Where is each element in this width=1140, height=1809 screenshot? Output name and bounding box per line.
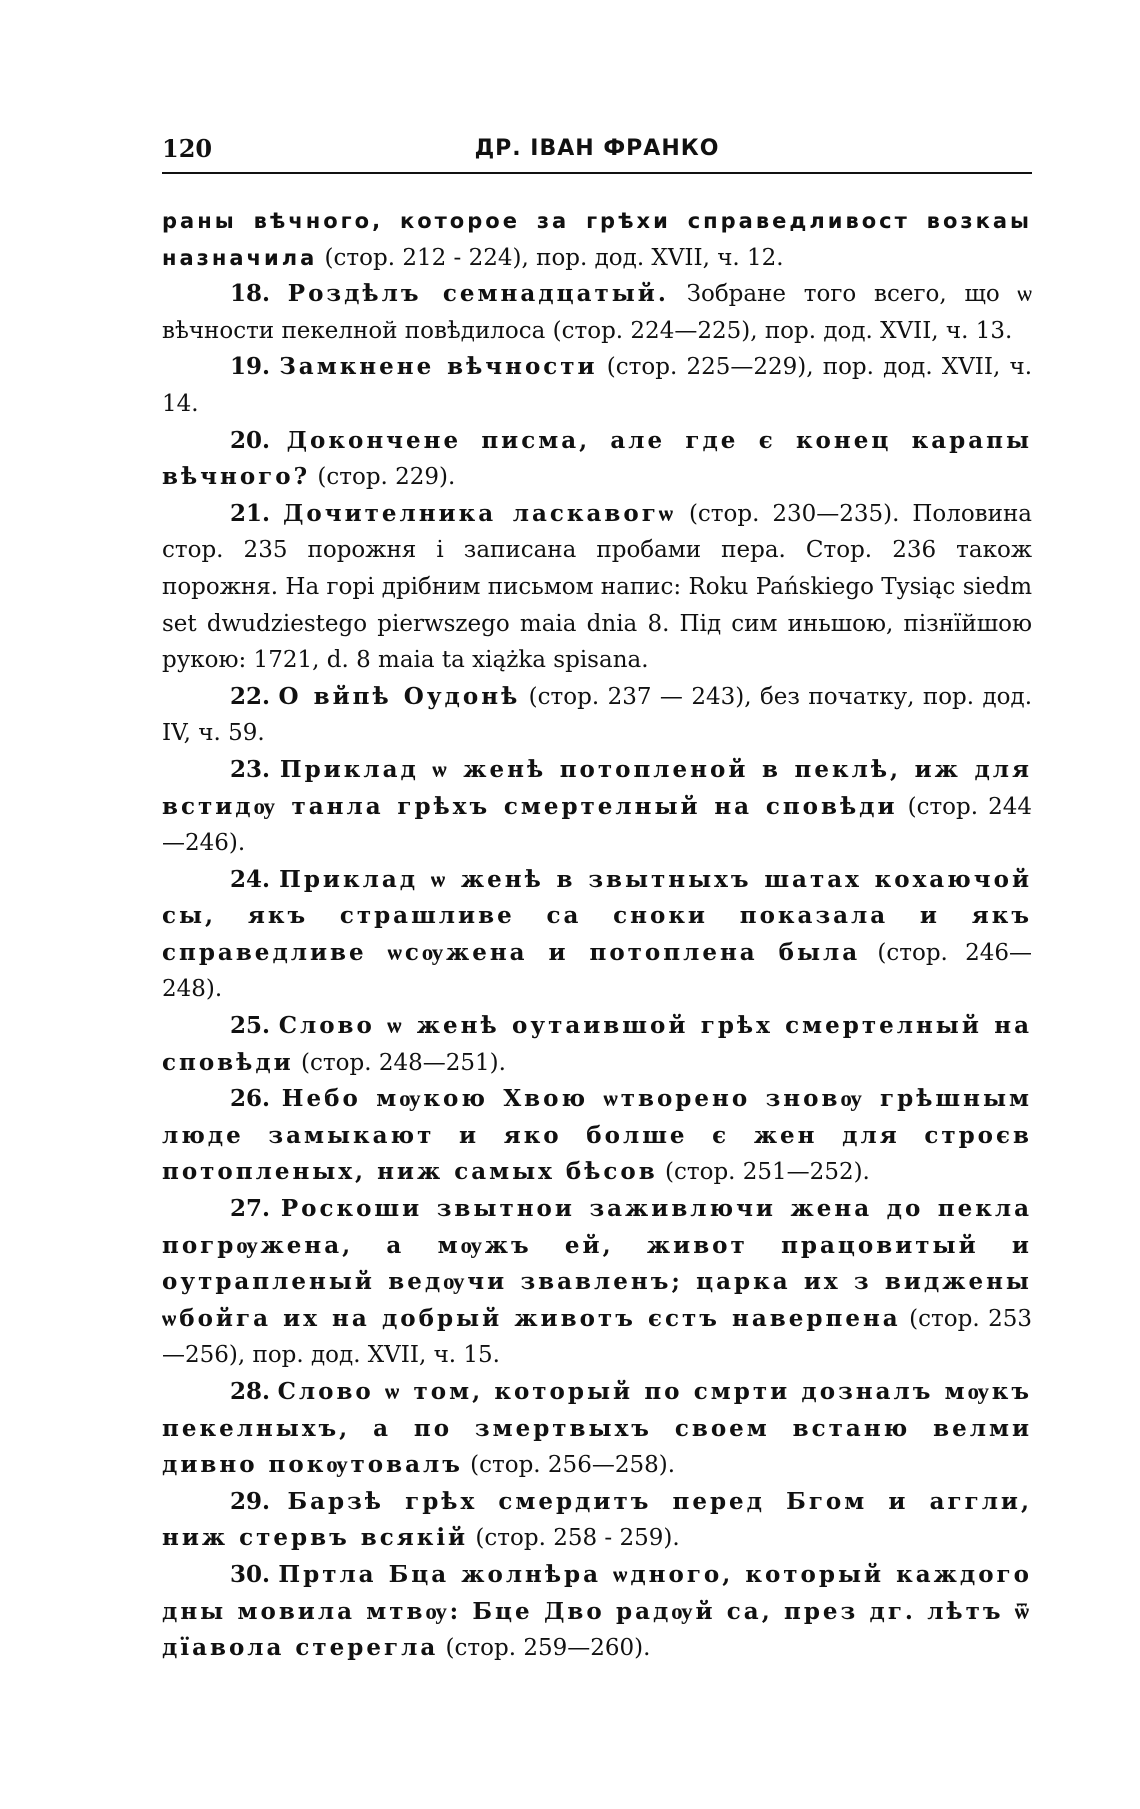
- list-item: 29. Барзѣ грѣх смердитъ перед Бгом и аггли, ниж стервъ всякій (стор. 258 - 259).: [162, 1487, 1032, 1552]
- list-item: 30. Пртла Бца жолнѣра ѡдного, который каждого дны мовила мтвѹ: Бце Дво радѹй са, през дг. лѣтъ ѿ дїавола стерегла (стор. 259—260).: [162, 1560, 1032, 1662]
- list-item: 24. Приклад ѡ женѣ в звытныхъ шатах кохаючой сы, якъ страшливе са сноки показала и якъ справедливе ѡсѹжена и потоплена была (стор. 246—248).: [162, 865, 1033, 1003]
- catalog-entries: [162, 203, 1032, 1667]
- list-item: 23. Приклад ѡ женѣ потопленой в пеклѣ, иж для встидѹ танла грѣхъ смертелный на сповѣди (стор. 244—246).: [162, 755, 1033, 857]
- list-item: 22. О вйпѣ Оудонѣ (стор. 237 — 243), без початку, пор. дод. IV, ч. 59.: [162, 682, 1032, 747]
- list-item: 18. Роздѣлъ семнадцатый. Зобране того всего, що ѡ вѣчности пекелной повѣдилоса (стор. 224—225), пор. дод. XVII, ч. 13.: [162, 280, 1033, 344]
- list-item: 25. Слово ѡ женѣ оутаившой грѣх смертелный на сповѣди (стор. 248—251).: [162, 1012, 1033, 1076]
- list-item: 21. Дочителника ласкавогѡ (стор. 230—235). Половина стор. 235 порожня і записана пробами пера. Стор. 236 також порожня. На горі дрібним письмом напис: Roku Pańskiego Tysiąc siedm set dwudziestego pierwszego maia dnia 8. Під сим иньшою, пізнїйшою рукою: 1721, d. 8 maia ta xiążka spisana.: [162, 499, 1033, 674]
- list-item: 20. Докончене писма, але где є конец карапы вѣчного? (стор. 229).: [162, 426, 1032, 491]
- list-item: 27. Роскоши звытнои заживлючи жена до пекла погрѹжена, а мѹжъ ей, живот працовитый и оутрапленый ведѹчи звавленъ; царка их з виджены ѡбойга их на добрый животъ єстъ наверпена (стор. 253—256), пор. дод. XVII, ч. 15.: [162, 1195, 1033, 1369]
- running-title: ДР. ІВАН ФРАНКО: [474, 136, 720, 161]
- page-number: 120: [162, 134, 213, 163]
- page-header: [162, 128, 1032, 168]
- list-item: раны вѣчного, которое за грѣхи справедливост возкаы назначила (стор. 212 - 224), пор. дод. XVII, ч. 12.: [162, 209, 1032, 271]
- list-item: 26. Небо мѹкою Хвою ѡтворено зновѹ грѣшным люде замыкают и яко болше є жен для строєв потопленых, ниж самых бѣсов (стор. 251—252).: [162, 1085, 1032, 1186]
- list-item: 28. Слово ѡ том, который по смрти дозналъ мѹкъ пекелныхъ, а по змертвыхъ своем встаню велми дивно покѹтовалъ (стор. 256—258).: [162, 1378, 1032, 1479]
- header-rule: [162, 172, 1032, 174]
- list-item: 19. Замкнене вѣчности (стор. 225—229), пор. дод. XVII, ч. 14.: [162, 353, 1033, 417]
